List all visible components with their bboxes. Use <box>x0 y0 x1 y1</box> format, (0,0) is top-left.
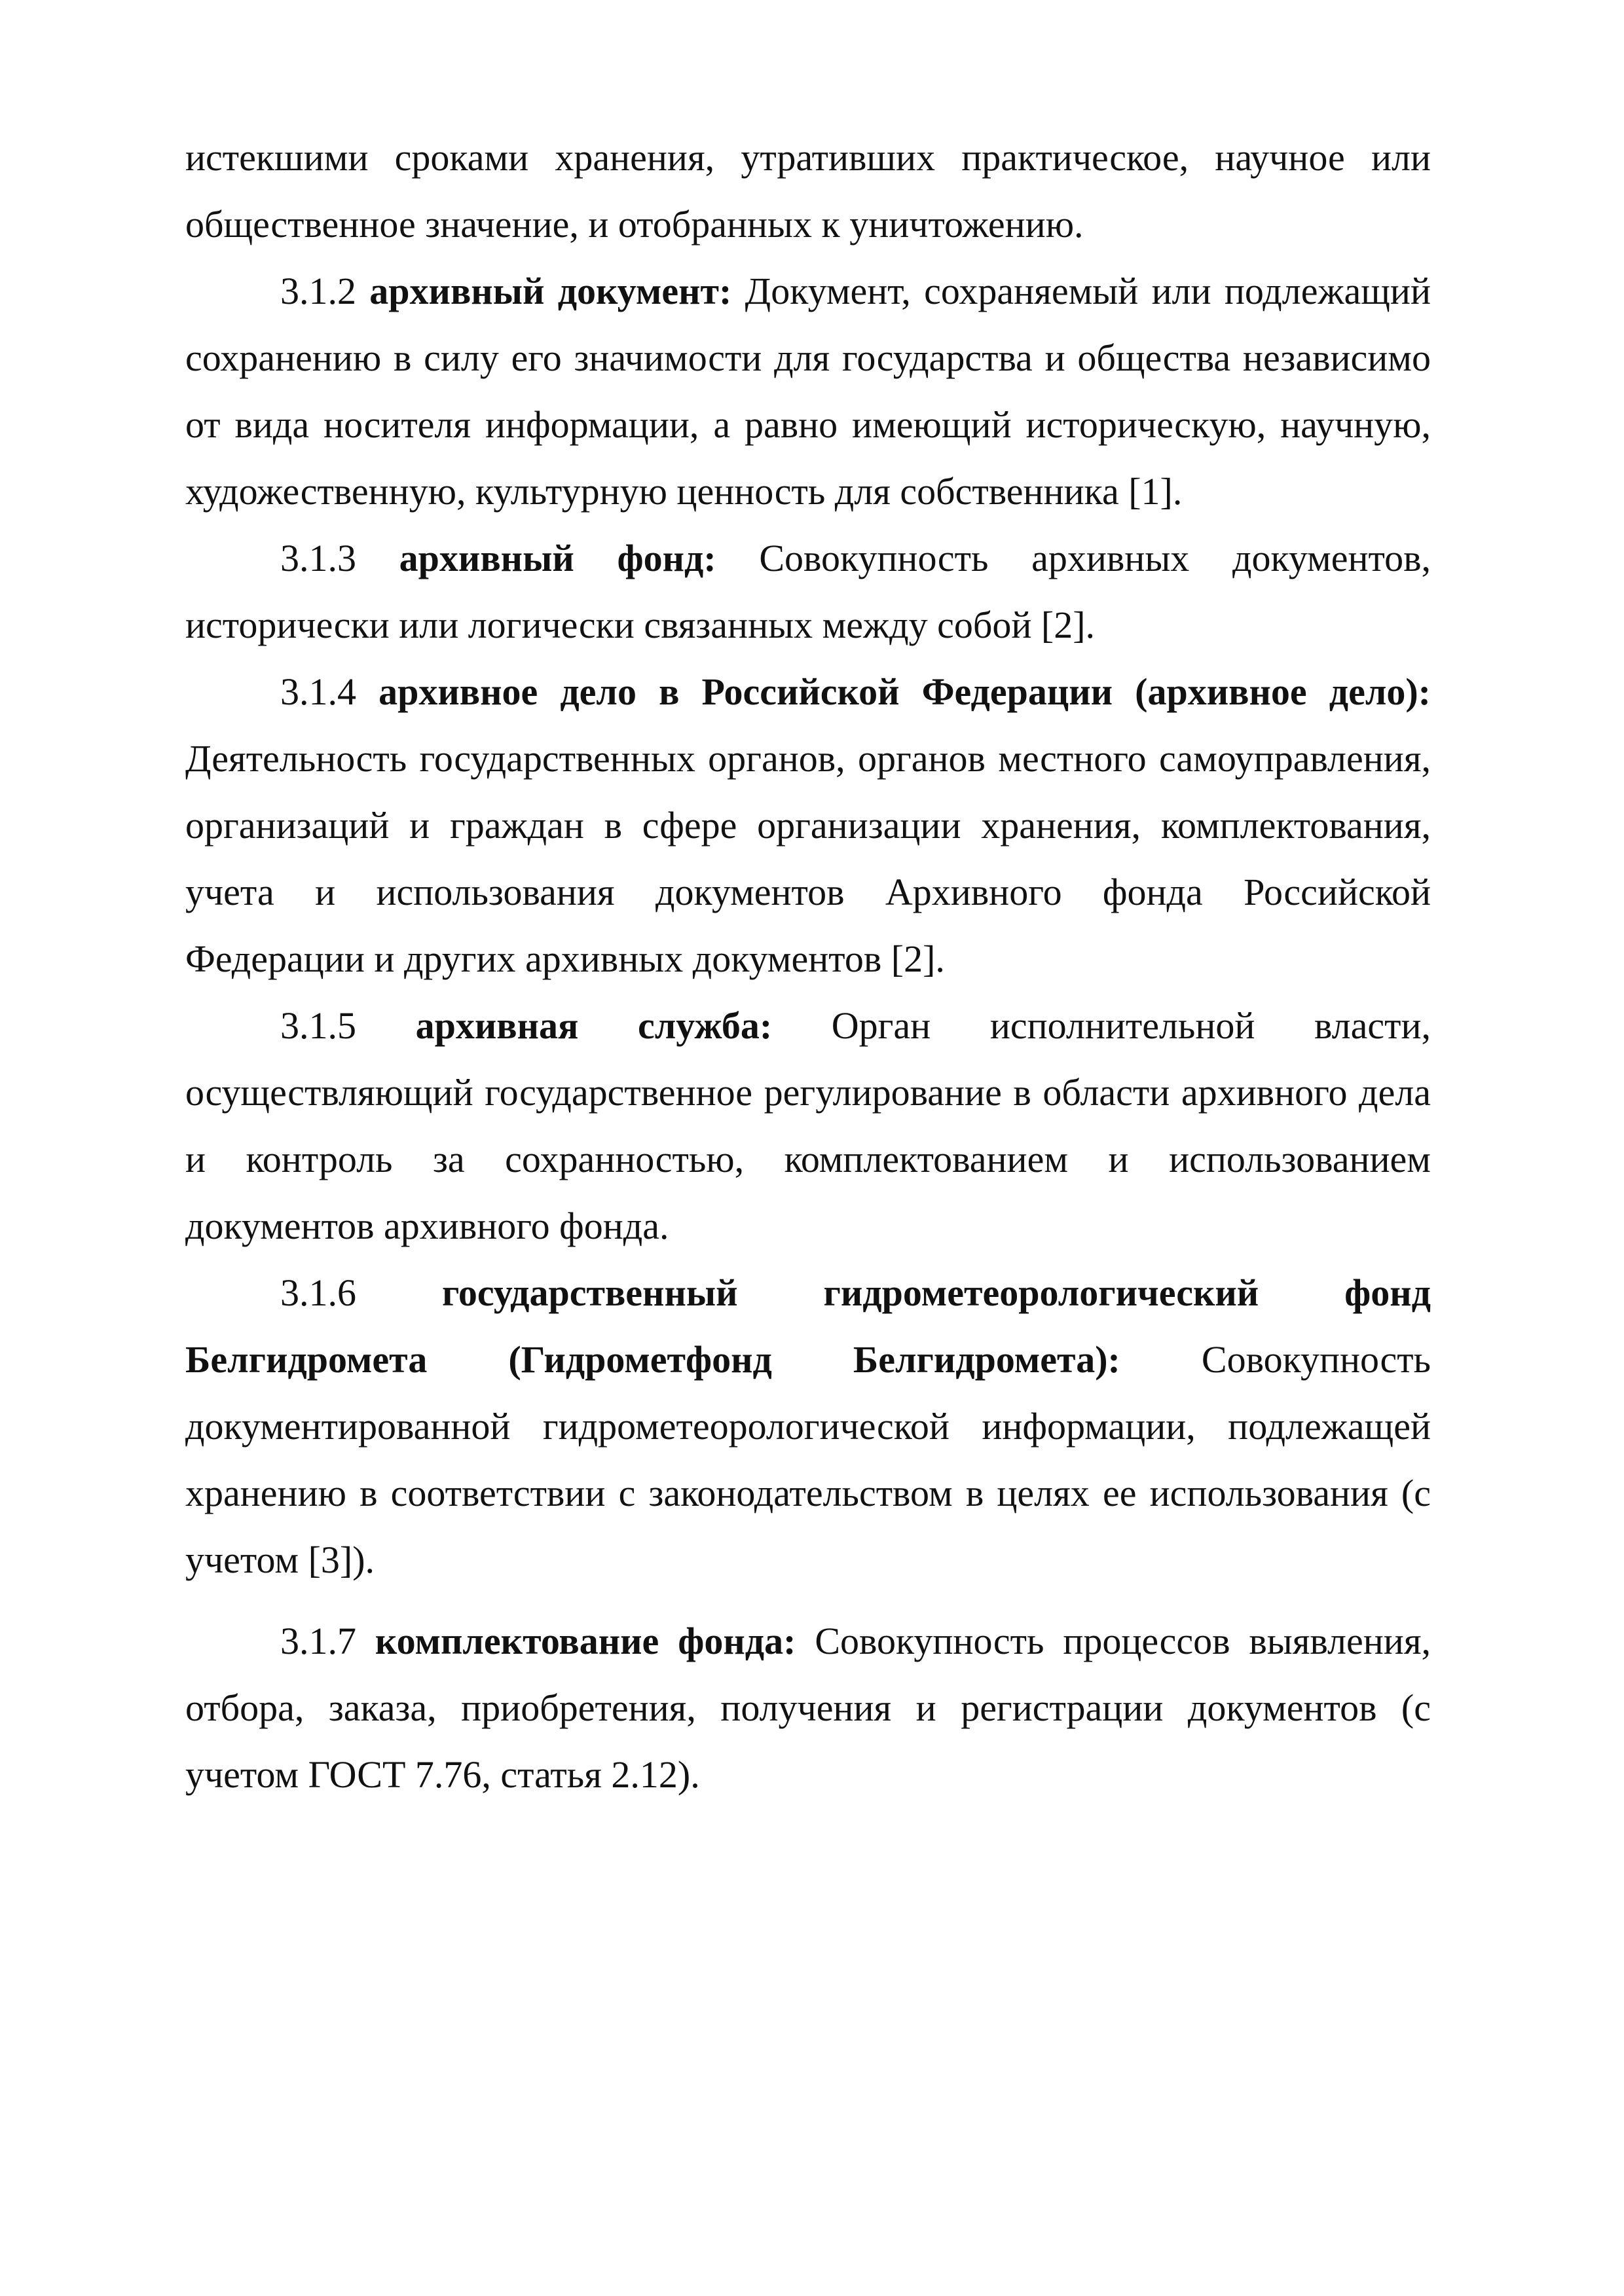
definition-3-1-3 <box>185 525 1431 659</box>
definition-term: архивный фонд: <box>399 537 716 579</box>
definition-term: архивное дело в Российской Федерации (архивное дело): <box>378 670 1431 713</box>
definition-number: 3.1.3 <box>280 537 356 579</box>
definition-text: Совокупность архивных документов, исторически или логически связанных между собой [2]. <box>185 537 1431 646</box>
definition-number: 3.1.6 <box>280 1271 356 1314</box>
definition-number: 3.1.2 <box>280 270 356 312</box>
definition-text: Совокупность документированной гидрометеорологической информации, подлежащей хранению в соответствии с законодательством в целях ее использования (с учетом [3]). <box>185 1338 1431 1581</box>
definition-term: комплектование фонда: <box>375 1620 796 1662</box>
definition-text: Деятельность государственных органов, органов местного самоуправления, организаций и граждан в сфере организации хранения, комплектования, учета и использования документов Архивного фонда Российской Федерации и других архивных документов [2]. <box>185 737 1431 980</box>
definition-text: Совокупность процессов выявления, отбора, заказа, приобретения, получения и регистрации документов (с учетом ГОСТ 7.76, статья 2.12). <box>185 1620 1431 1796</box>
intro-paragraph: истекшими сроками хранения, утративших практическое, научное или общественное значение, и отобранных к уничтожению. <box>185 136 1431 246</box>
definition-term: архивный документ: <box>369 270 732 312</box>
definition-3-1-7 <box>185 1608 1431 1808</box>
definition-3-1-6 <box>185 1260 1431 1594</box>
definition-3-1-4 <box>185 659 1431 993</box>
definition-3-1-2 <box>185 258 1431 525</box>
definition-number: 3.1.5 <box>280 1004 356 1047</box>
definition-term: государственный гидрометеорологический фонд Белгидромета (Гидрометфонд Белгидромета): <box>185 1271 1431 1381</box>
definition-3-1-5 <box>185 993 1431 1260</box>
definition-text: Документ, сохраняемый или подлежащий сохранению в силу его значимости для государства и общества независимо от вида носителя информации, а равно имеющий историческую, научную, художественную, культурную ценность для собственника [1]. <box>185 270 1431 513</box>
document-page <box>185 124 1431 1808</box>
definition-term: архивная служба: <box>415 1004 773 1047</box>
definition-number: 3.1.7 <box>280 1620 356 1662</box>
definition-text: Орган исполнительной власти, осуществляющий государственное регулирование в области архивного дела и контроль за сохранностью, комплектованием и использованием документов архивного фонда. <box>185 1004 1431 1247</box>
definition-number: 3.1.4 <box>280 670 356 713</box>
